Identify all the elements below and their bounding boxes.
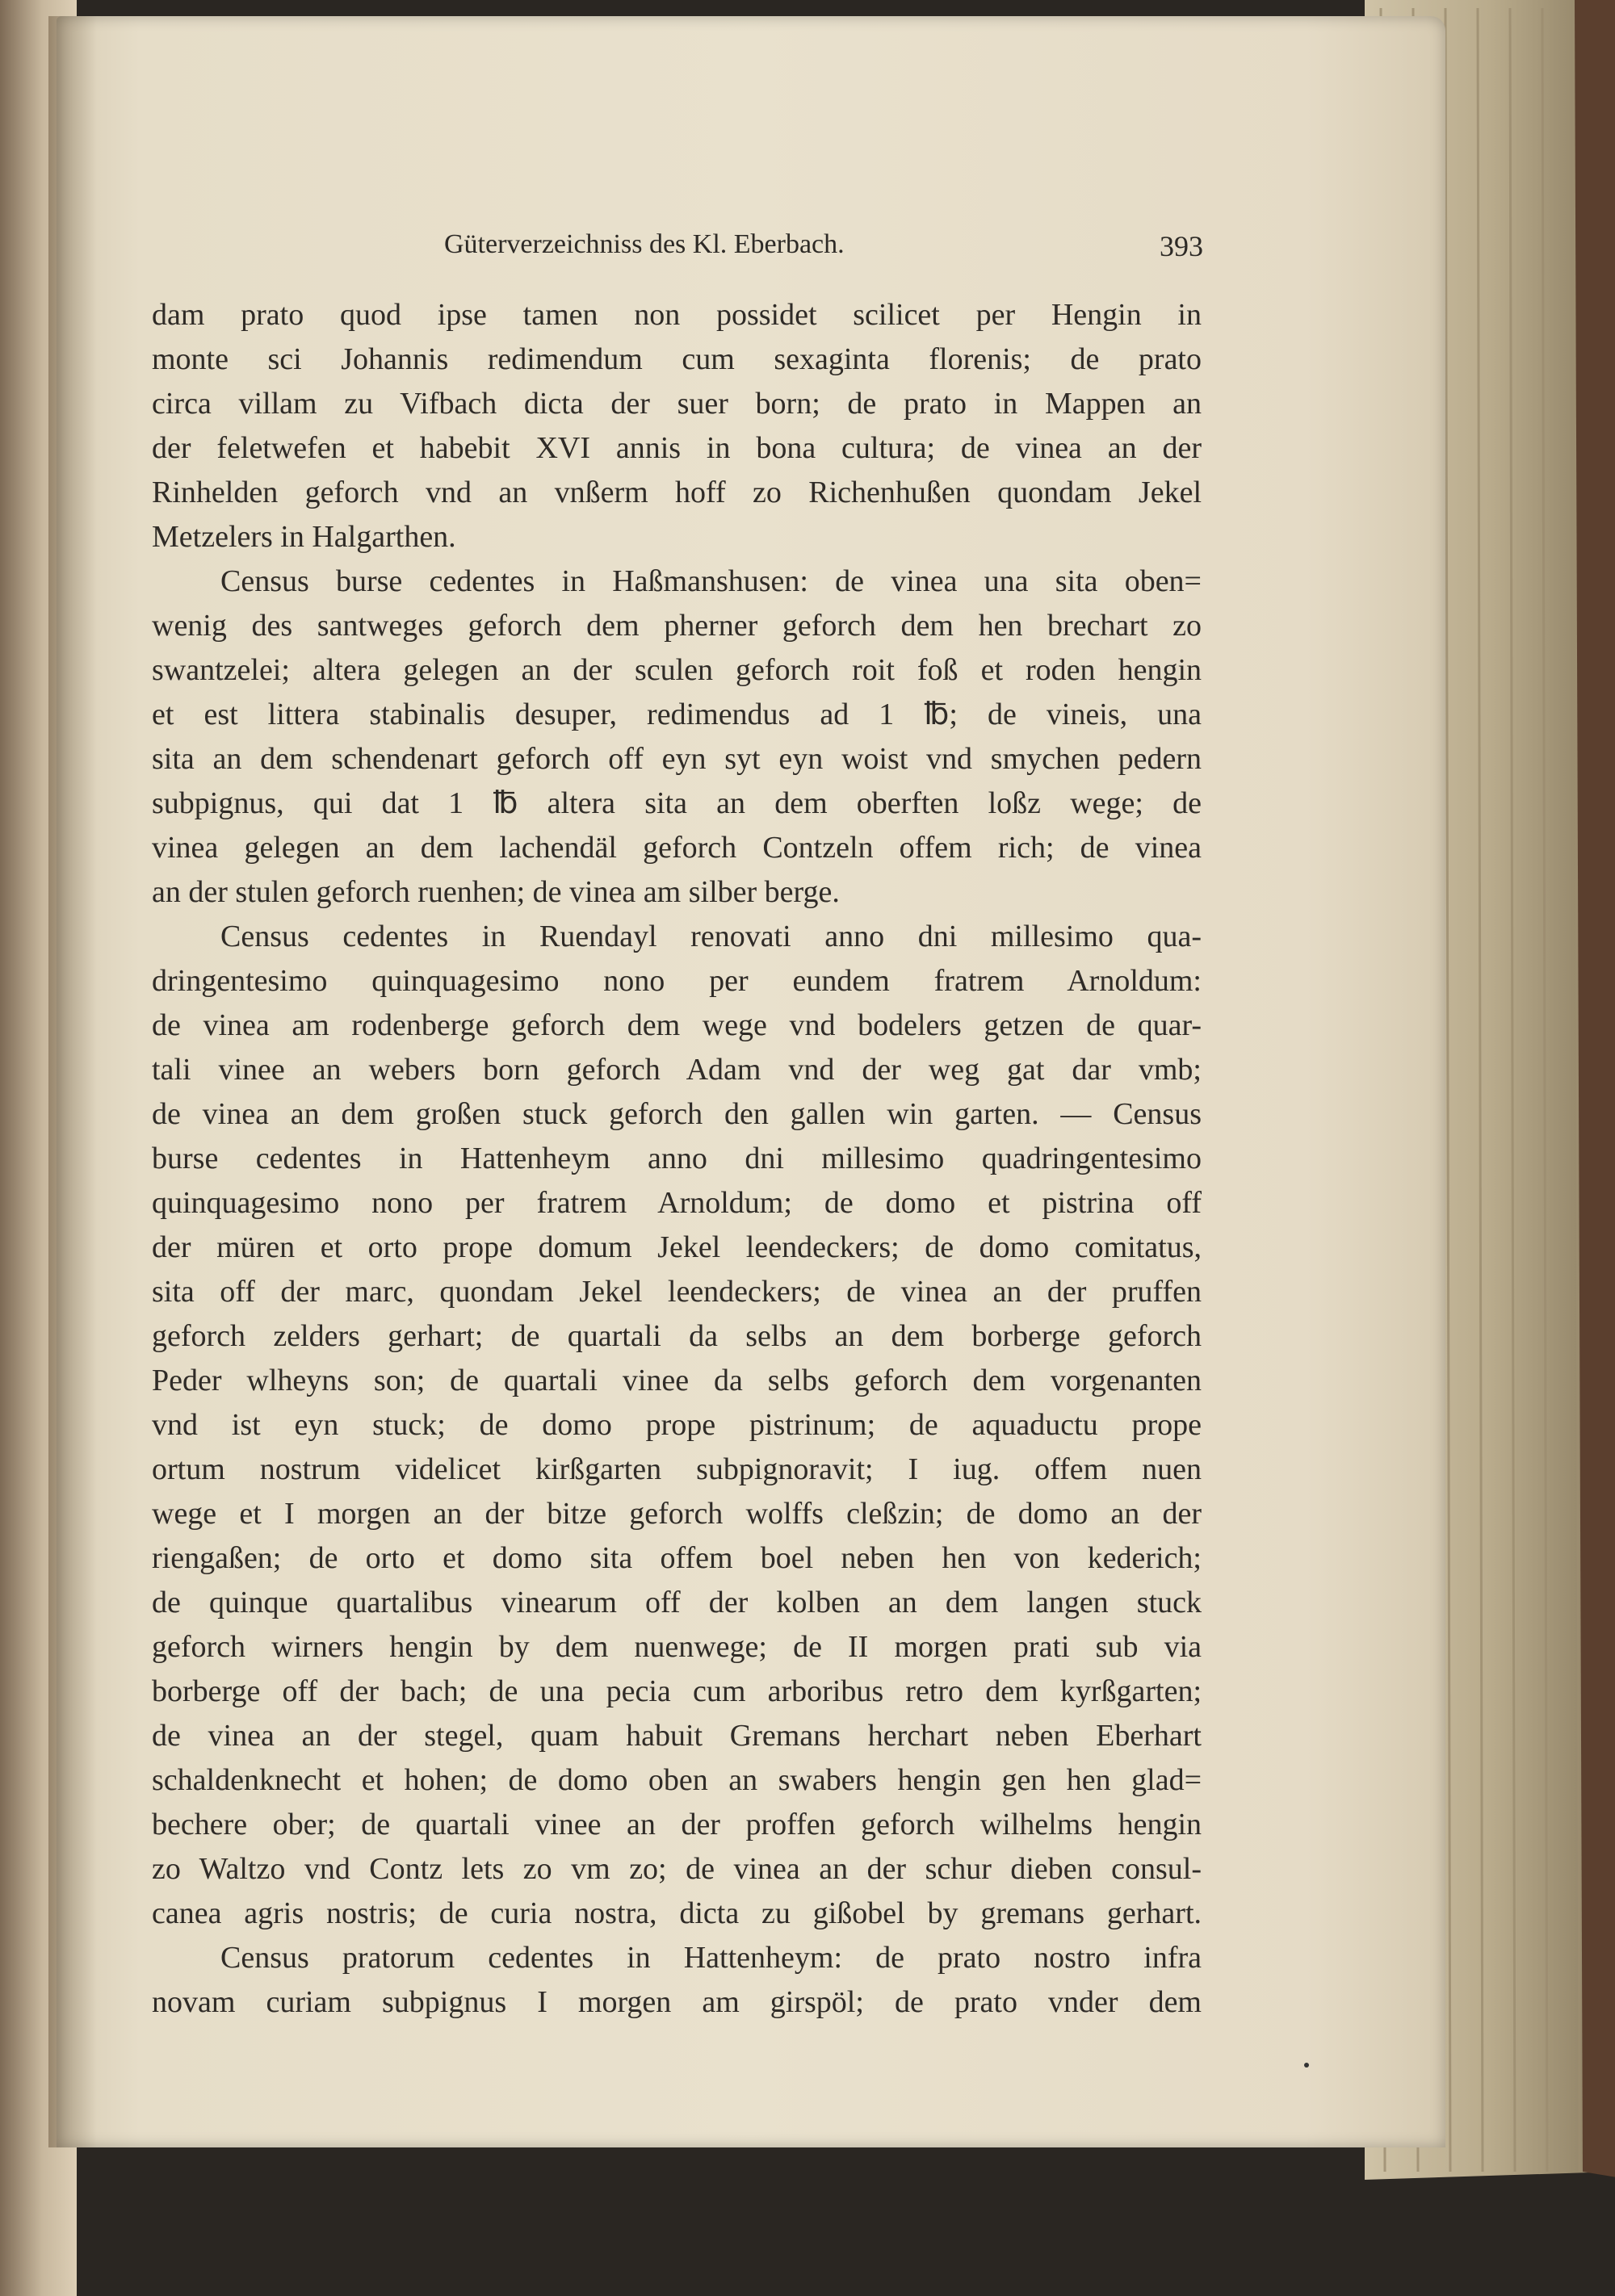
text-line: Census pratorum cedentes in Hattenheym: de prato nostro infra [220, 1941, 1202, 1975]
text-line: Peder wlheyns son; de quartali vinee da selbs geforch dem vorgenanten [152, 1364, 1202, 1397]
text-line: circa villam zu Vifbach dicta der suer born; de prato in Mappen an [152, 387, 1202, 421]
text-line: wege et I morgen an der bitze geforch wolffs cleßzin; de domo an der [152, 1497, 1202, 1531]
text-line: novam curiam subpignus I morgen am girspöl; de prato vnder dem [152, 1985, 1202, 2019]
text-line: tali vinee an webers born geforch Adam vnd der weg gat dar vmb; [152, 1053, 1202, 1087]
page-mark-dot [1304, 2063, 1309, 2068]
text-line: Metzelers in Halgarthen. [152, 520, 456, 554]
text-line: dam prato quod ipse tamen non possidet scilicet per Hengin in [152, 298, 1202, 332]
text-line: wenig des santweges geforch dem pherner geforch dem hen brechart zo [152, 609, 1202, 643]
text-line: geforch wirners hengin by dem nuenwege; de II morgen prati sub via [152, 1630, 1202, 1664]
text-line: Census cedentes in Ruendayl renovati anno dni millesimo qua- [220, 920, 1202, 953]
text-line: der feletwefen et habebit XVI annis in bona cultura; de vinea an der [152, 431, 1202, 465]
text-line: de vinea an der stegel, quam habuit Gremans herchart neben Eberhart [152, 1719, 1202, 1753]
text-line: der müren et orto prope domum Jekel leendeckers; de domo comitatus, [152, 1230, 1202, 1264]
text-line: an der stulen geforch ruenhen; de vinea am silber berge. [152, 875, 840, 909]
text-line: swantzelei; altera gelegen an der sculen geforch roit foß et roden hengin [152, 653, 1202, 687]
text-line: borberge off der bach; de una pecia cum arboribus retro dem kyrßgarten; [152, 1674, 1202, 1708]
text-line: schaldenknecht et hohen; de domo oben an swabers hengin gen hen glad= [152, 1763, 1202, 1797]
text-line: bechere ober; de quartali vinee an der proffen geforch wilhelms hengin [152, 1808, 1202, 1841]
text-line: Census burse cedentes in Haßmanshusen: de vinea una sita oben= [220, 564, 1202, 598]
running-title: Güterverzeichniss des Kl. Eberbach. [444, 229, 845, 259]
text-line: sita off der marc, quondam Jekel leendeckers; de vinea an der pruffen [152, 1275, 1202, 1309]
text-line: Rinhelden geforch vnd an vnßerm hoff zo Richenhußen quondam Jekel [152, 476, 1202, 509]
text-line: ortum nostrum videlicet kirßgarten subpignoravit; I iug. offem nuen [152, 1452, 1202, 1486]
text-line: burse cedentes in Hattenheym anno dni millesimo quadringentesimo [152, 1142, 1202, 1175]
text-line: quinquagesimo nono per fratrem Arnoldum; de domo et pistrina off [152, 1186, 1202, 1220]
text-line: canea agris nostris; de curia nostra, dicta zu gißobel by gremans gerhart. [152, 1896, 1202, 1930]
text-line: subpignus, qui dat 1 ℔ altera sita an dem oberften loßz wege; de [152, 786, 1202, 820]
text-line: de quinque quartalibus vinearum off der kolben an dem langen stuck [152, 1586, 1202, 1619]
text-line: et est littera stabinalis desuper, redimendus ad 1 ℔; de vineis, una [152, 698, 1202, 731]
text-line: geforch zelders gerhart; de quartali da selbs an dem borberge geforch [152, 1319, 1202, 1353]
text-line: sita an dem schendenart geforch off eyn syt eyn woist vnd smychen pedern [152, 742, 1202, 776]
page-number: 393 [1160, 230, 1203, 262]
text-line: zo Waltzo vnd Contz lets zo vm zo; de vinea an der schur dieben consul- [152, 1852, 1202, 1886]
text-line: de vinea am rodenberge geforch dem wege vnd bodelers getzen de quar- [152, 1008, 1202, 1042]
text-line: riengaßen; de orto et domo sita offem boel neben hen von kederich; [152, 1541, 1202, 1575]
text-line: de vinea an dem großen stuck geforch den gallen win garten. — Census [152, 1097, 1202, 1131]
text-line: vinea gelegen an dem lachendäl geforch Contzeln offem rich; de vinea [152, 831, 1202, 865]
text-line: vnd ist eyn stuck; de domo prope pistrinum; de aquaductu prope [152, 1408, 1202, 1442]
text-line: monte sci Johannis redimendum cum sexaginta florenis; de prato [152, 342, 1202, 376]
text-line: dringentesimo quinquagesimo nono per eundem fratrem Arnoldum: [152, 964, 1202, 998]
gutter-shadow [48, 16, 97, 2147]
page-header [444, 229, 1203, 270]
